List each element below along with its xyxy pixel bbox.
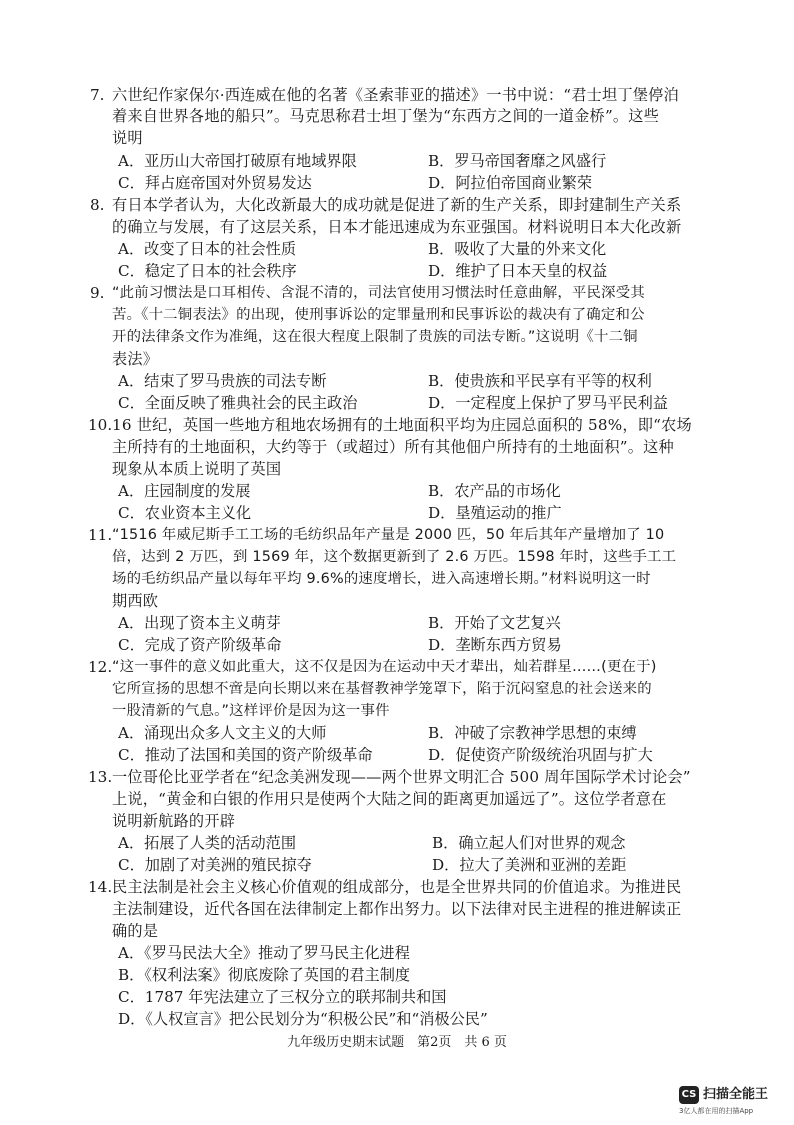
option-b: B．冲破了宗教神学思想的束缚: [428, 724, 637, 742]
option-c: C．加剧了对美洲的殖民掠夺: [118, 856, 312, 874]
question-text-line: 的确立与发展，有了这层关系，日本才能迅速成为东亚强国。材料说明日本大化改新: [112, 218, 682, 236]
option-c: C．农业资本主义化: [118, 504, 252, 522]
question-text-line: 现象从本质上说明了英国: [112, 460, 282, 478]
question-text-line: 说明新航路的开辟: [112, 812, 236, 830]
option-a: A．结束了罗马贵族的司法专断: [118, 372, 327, 390]
question-text-line: 确的是: [112, 922, 159, 940]
option-b: B．开始了文艺复兴: [428, 614, 561, 632]
option-a: A．拓展了人类的活动范围: [118, 834, 297, 852]
option-d: D．阿拉伯帝国商业繁荣: [428, 174, 593, 192]
question-number: 9.: [90, 284, 105, 302]
question-text-line: 说明: [112, 129, 143, 147]
option-b: B．使贵族和平民享有平等的权利: [428, 372, 652, 390]
question-number: 7.: [90, 86, 105, 104]
option-c: C．全面反映了雅典社会的民主政治: [118, 394, 358, 412]
option-b: B．农产品的市场化: [428, 482, 561, 500]
option-b: B．确立起人们对世界的观念: [432, 834, 626, 852]
option-c: C．推动了法国和美国的资产阶级革命: [118, 746, 373, 764]
question-text-line: 期西欧: [112, 592, 159, 610]
option-d: D．垦殖运动的推广: [428, 504, 562, 522]
question-text-line: 民主法制是社会主义核心价值观的组成部分，也是全世界共同的价值追求。为推进民: [112, 878, 682, 896]
option-a: A．亚历山大帝国打破原有地域界限: [118, 152, 357, 170]
question-text-line: “这一事件的意义如此重大，这不仅是因为在运动中天才辈出，灿若群星……(更在于): [112, 659, 657, 675]
question-text-line: 一股清新的气息。”这样评价是因为这一事件: [112, 703, 390, 719]
question-text-line: 表法》: [112, 350, 159, 368]
question-text-line: 苦。《十二铜表法》的出现，使刑事诉讼的定罪量刑和民事诉讼的裁决有了确定和公: [112, 307, 645, 323]
question-text-line: 上说，“黄金和白银的作用只是使两个大陆之间的距离更加遥远了”。这位学者意在: [112, 790, 667, 808]
option-b: B．罗马帝国奢靡之风盛行: [428, 152, 607, 170]
option-d: D．拉大了美洲和亚洲的差距: [432, 856, 627, 874]
question-text-line: 有日本学者认为，大化改新最大的成功就是促进了新的生产关系，即封建制生产关系: [112, 196, 682, 214]
question-text-line: 16 世纪，英国一些地方租地农场拥有的土地面积平均为庄园总面积的 58%，即“农场: [112, 416, 692, 434]
option-a: A．庄园制度的发展: [118, 482, 251, 500]
scanner-watermark: [679, 1084, 791, 1120]
question-text-line: 一位哥伦比亚学者在“纪念美洲发现——两个世界文明汇合 500 周年国际学术讨论会”: [112, 768, 691, 786]
option-c: C．拜占庭帝国对外贸易发达: [118, 174, 312, 192]
question-number: 14.: [88, 878, 113, 896]
option-d: D．垄断东西方贸易: [428, 636, 562, 654]
option-d: D．一定程度上保护了罗马平民利益: [428, 394, 668, 412]
question-number: 10.: [88, 416, 113, 434]
question-number: 11.: [88, 526, 113, 544]
question-text-line: 它所宣扬的思想不啻是向长期以来在基督教神学笼罩下，陷于沉闷窒息的社会送来的: [112, 681, 652, 697]
option-a: A．出现了资本主义萌芽: [118, 614, 281, 632]
question-number: 12.: [88, 658, 113, 676]
question-text-line: 主法制建设，近代各国在法律制定上都作出努力。以下法律对民主进程的推进解读正: [112, 900, 682, 918]
question-number: 13.: [88, 768, 113, 786]
option-a: A．改变了日本的社会性质: [118, 240, 297, 258]
question-text-line: 开的法律条文作为准绳，这在很大程度上限制了贵族的司法专断。”这说明《十二铜: [112, 329, 638, 345]
option-a: A．《罗马民法大全》推动了罗马民主化进程: [118, 944, 410, 962]
question-text-line: 倍，达到 2 万匹，到 1569 年，这个数据更新到了 2.6 万匹。1598 年时，这些手工工: [112, 549, 677, 565]
question-text-line: 着来自世界各地的船只”。马克思称君士坦丁堡为“东西方之间的一道金桥”。这些: [112, 107, 660, 125]
option-c: C．1787 年宪法建立了三权分立的联邦制共和国: [118, 988, 447, 1006]
option-c: C．完成了资产阶级革命: [118, 636, 282, 654]
question-number: 8.: [90, 196, 105, 214]
question-text-line: 六世纪作家保尔·西连威在他的名著《圣索菲亚的描述》一书中说：“君士坦丁堡停泊: [112, 86, 679, 104]
question-text-line: “1516 年威尼斯手工工场的毛纺织品年产量是 2000 匹，50 年后其年产量增加了 10: [112, 527, 665, 543]
option-d: D．维护了日本天皇的权益: [428, 262, 608, 280]
option-b: B．吸收了大量的外来文化: [428, 240, 607, 258]
option-d: D．促使资产阶级统治巩固与扩大: [428, 746, 653, 764]
option-c: C．稳定了日本的社会秩序: [118, 262, 297, 280]
scanner-tagline: 3亿人都在用的扫描App: [679, 1107, 754, 1115]
question-text-line: 场的毛纺织品产量以每年平均 9.6%的速度增长，进入高速增长期。”材料说明这一时: [112, 571, 651, 587]
scanner-logo-icon: CS: [679, 1086, 699, 1104]
question-text-line: “此前习惯法是口耳相传、含混不清的，司法官使用习惯法时任意曲解，平民深受其: [112, 285, 645, 301]
option-a: A．涌现出众多人文主义的大师: [118, 724, 327, 742]
question-text-line: 主所持有的土地面积，大约等于（或超过）所有其他佃户所持有的土地面积”。这种: [112, 438, 674, 456]
option-d: D．《人权宣言》把公民划分为“积极公民”和“消极公民”: [118, 1010, 488, 1028]
page-footer: 九年级历史期末试题 第2页 共 6 页: [287, 1035, 507, 1050]
scanner-app-name: 扫描全能王: [703, 1087, 769, 1102]
option-b: B．《权利法案》彻底废除了英国的君主制度: [118, 966, 411, 984]
